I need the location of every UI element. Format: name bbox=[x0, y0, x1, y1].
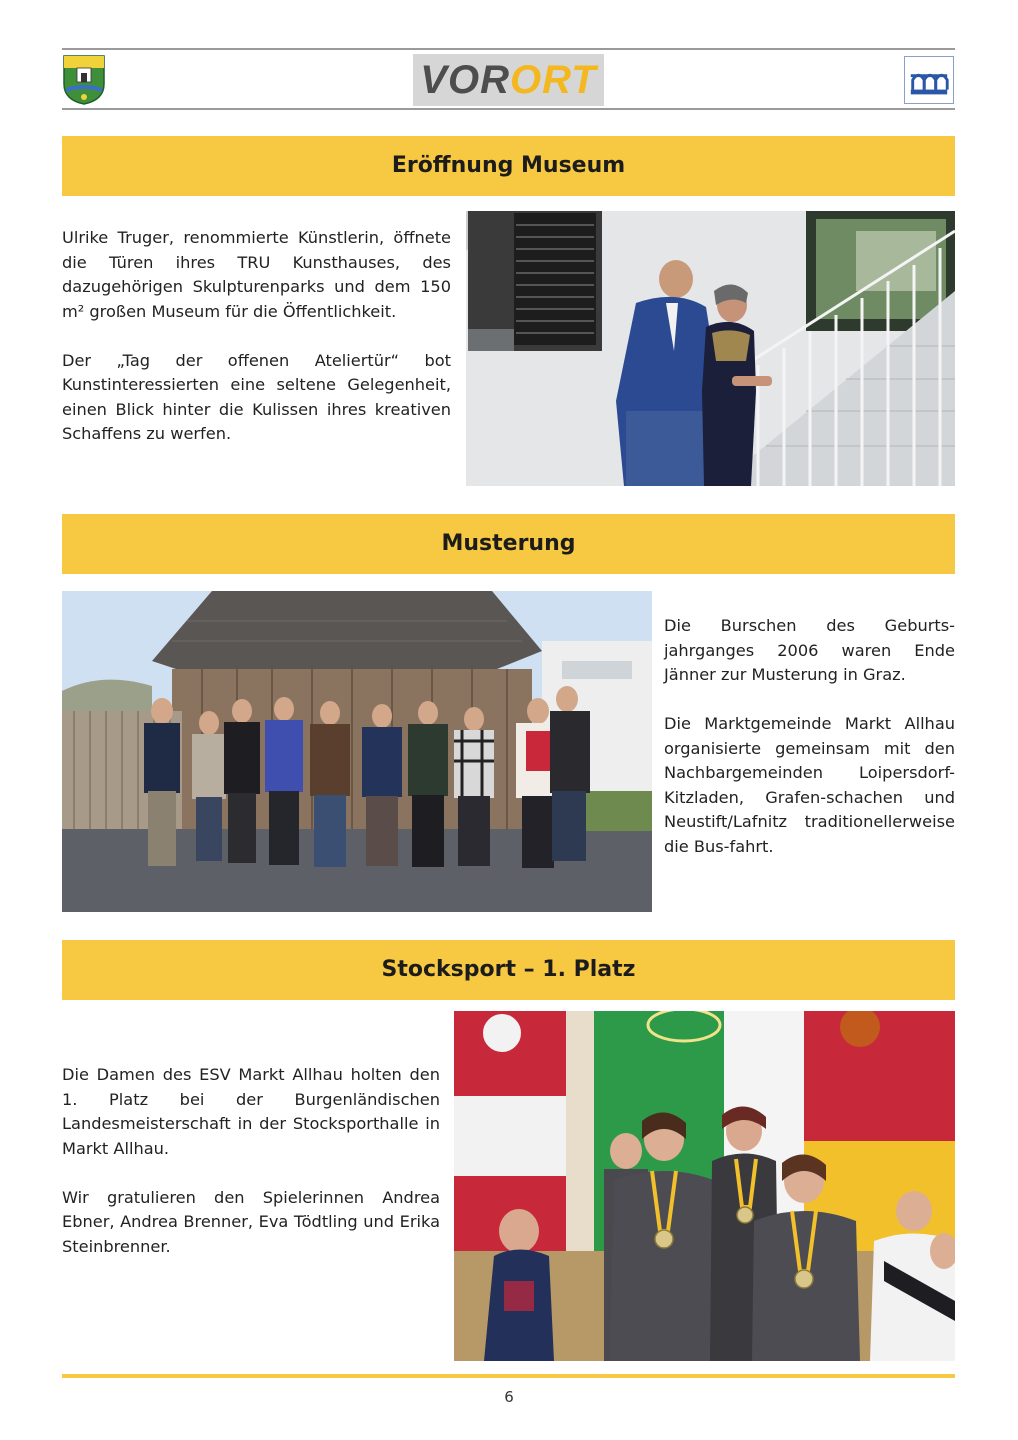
musterung-group-photo bbox=[62, 591, 652, 912]
stocksport-paragraph-2: Wir gratulieren den Spielerinnen Andrea Ebner, Andrea Brenner, Eva Tödtling und Erika Steinbrenner. bbox=[62, 1187, 440, 1256]
logo-part-ort: ORT bbox=[509, 58, 597, 102]
vorort-logo bbox=[413, 54, 604, 106]
footer-rule bbox=[62, 1374, 955, 1378]
musterung-paragraph-1: Die Burschen des Geburts-jahrganges 2006 waren Ende Jänner zur Musterung in Graz. bbox=[664, 616, 955, 684]
section-title-musterung: Musterung bbox=[441, 531, 576, 556]
museum-text bbox=[62, 226, 451, 447]
museum-paragraph-2: Der „Tag der offenen Ateliertür“ bot Kunstinteressierten eine seltene Gelegenheit, einen Blick hinter die Kulissen ihres kreativen Schaffens zu werfen. bbox=[62, 350, 451, 443]
museum-paragraph-1: Ulrike Truger, renommierte Künstlerin, öffnete die Türen ihres TRU Kunsthauses, des dazugehörigen Skulpturenparks und dem 150 m² großen Museum für die Öffentlichkeit. bbox=[62, 228, 451, 321]
musterung-text bbox=[664, 614, 955, 859]
musterung-paragraph-2: Die Marktgemeinde Markt Allhau organisierte gemeinsam mit den Nachbargemeinden Loipersdorf-Kitzladen, Grafen-schachen und Neustift/Lafnitz traditionellerweise die Bus-fahrt. bbox=[664, 714, 955, 856]
section-bar-museum bbox=[62, 136, 955, 196]
logo-part-vor: VOR bbox=[420, 58, 510, 102]
bridge-logo-icon bbox=[904, 56, 954, 104]
header-bottom-rule bbox=[62, 108, 955, 110]
page-number: 6 bbox=[504, 1388, 514, 1406]
section-bar-musterung bbox=[62, 514, 955, 574]
stocksport-paragraph-1: Die Damen des ESV Markt Allhau holten den 1. Platz bei der Burgenländischen Landesmeisterschaft in der Stocksporthalle in Markt Allhau. bbox=[62, 1065, 440, 1158]
museum-opening-photo bbox=[466, 211, 955, 486]
municipal-crest-icon bbox=[62, 54, 106, 106]
section-title-museum: Eröffnung Museum bbox=[391, 153, 626, 178]
section-title-stocksport: Stocksport – 1. Platz bbox=[381, 957, 636, 982]
stocksport-team-photo bbox=[454, 1011, 955, 1361]
stocksport-text bbox=[62, 1063, 440, 1259]
section-bar-stocksport bbox=[62, 940, 955, 1000]
header-top-rule bbox=[62, 48, 955, 50]
